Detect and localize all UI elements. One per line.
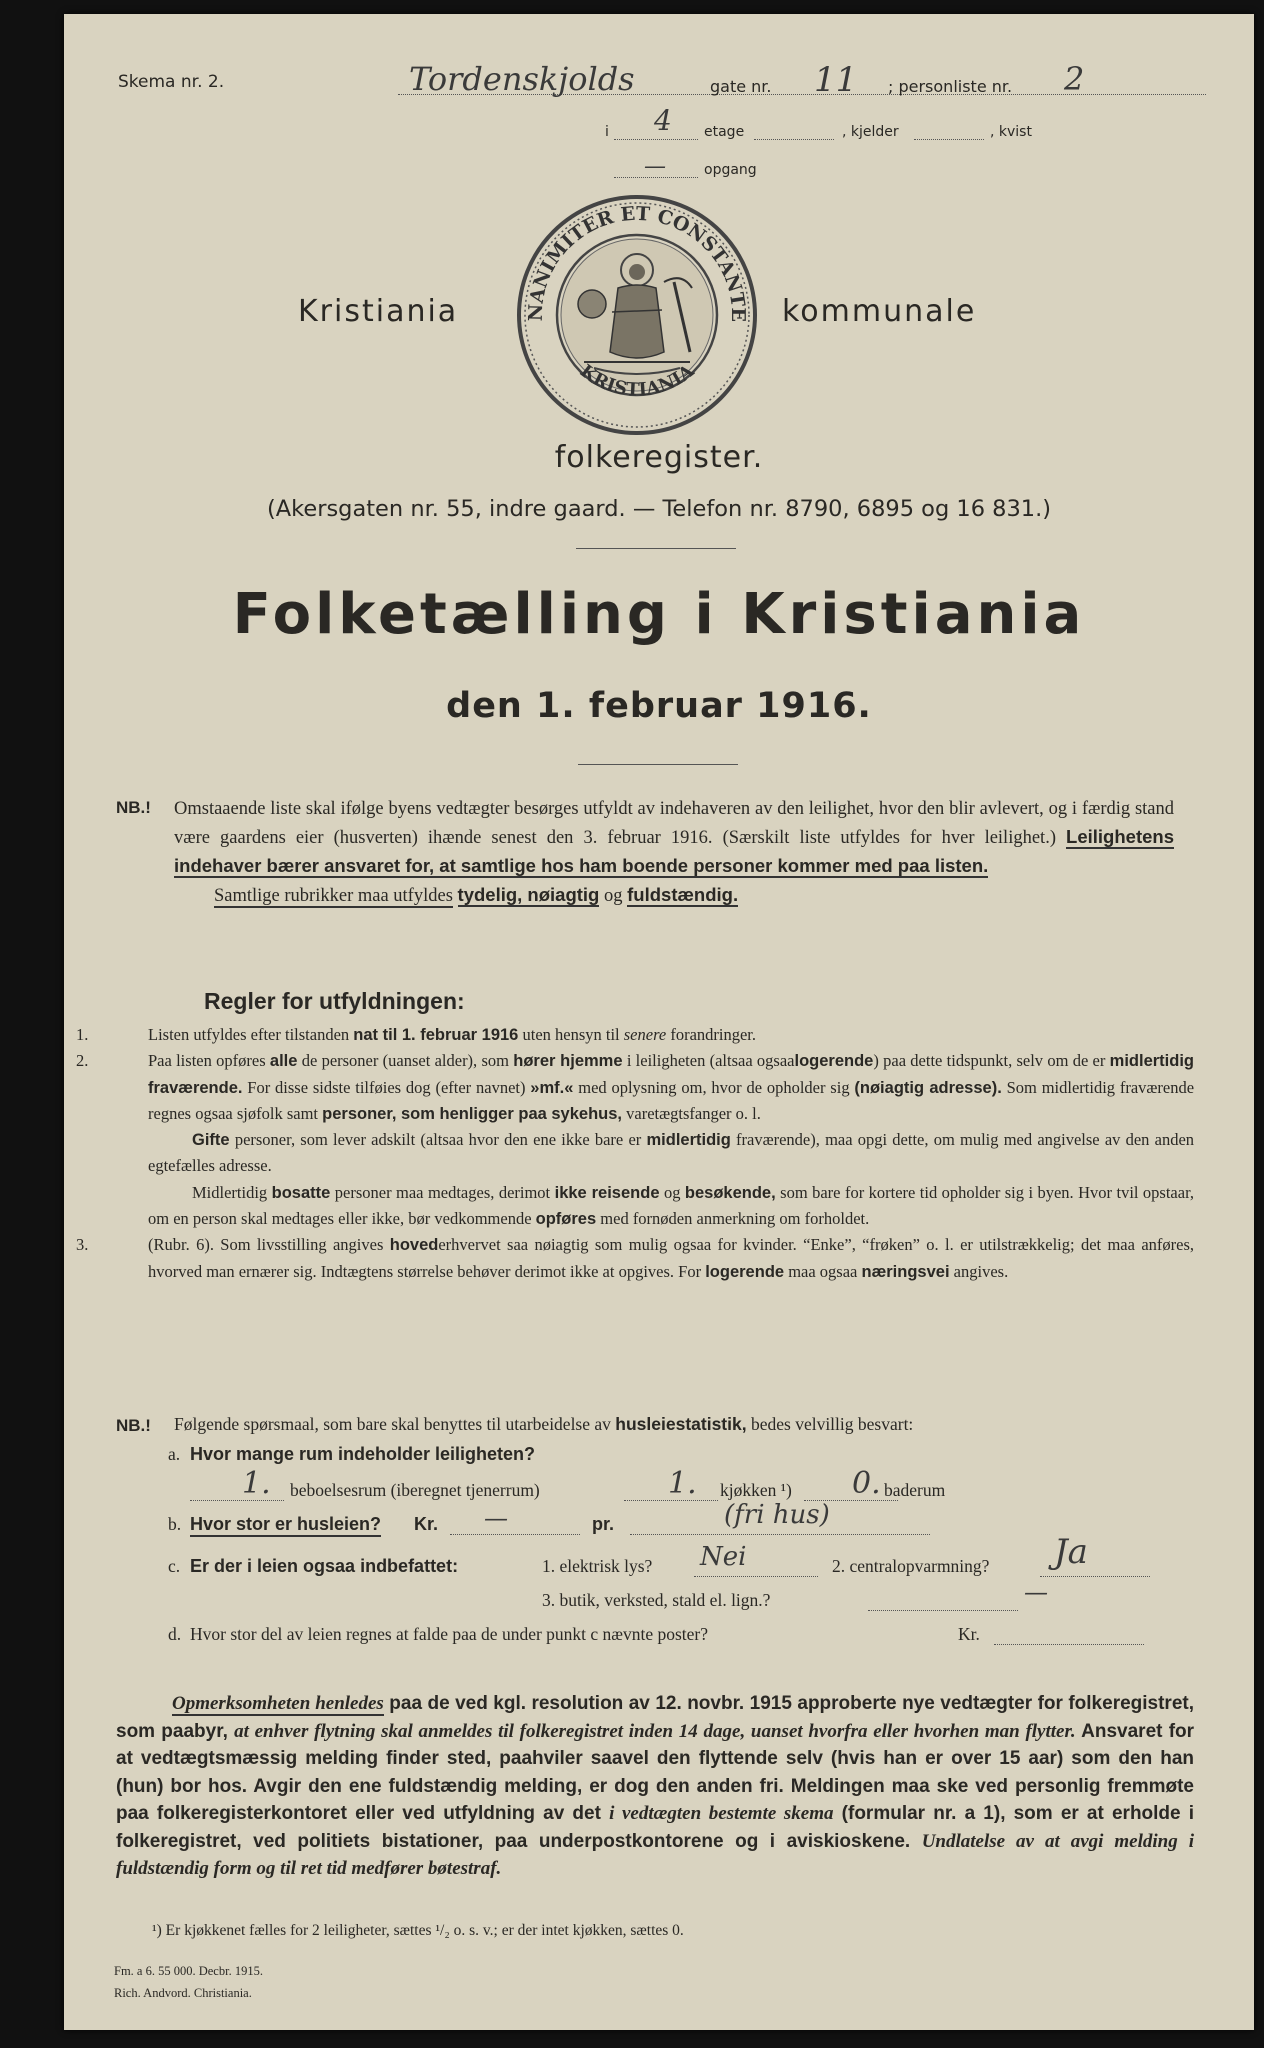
shop-workshop-label: 3. butik, verksted, stald el. lign.? bbox=[542, 1590, 771, 1610]
rule-2-temporary: Midlertidig bosatte personer maa medtages, derimot ikke reisende og besøkende, som bare for kortere tid opholder sig i byen. Hvor tvil opstaar, om en person skal medtages eller ikke, bør vedkommende opføres med fornøden anmerkning om forholdet. bbox=[148, 1182, 1195, 1229]
gate-label: gate nr. bbox=[710, 77, 772, 96]
central-heating-handwritten: Ja bbox=[1054, 1532, 1088, 1572]
census-date: den 1. februar 1916. bbox=[446, 686, 872, 726]
rooms-handwritten: 1. bbox=[242, 1466, 271, 1501]
office-left: Kristiania bbox=[298, 294, 459, 329]
street-handwritten: Tordenskjolds bbox=[409, 60, 635, 98]
opgang-handwritten: — bbox=[644, 154, 666, 179]
seal-bottom-text: KRISTIANIA bbox=[575, 360, 699, 401]
nb2-intro: Følgende spørsmaal, som bare skal benyttes til utarbeidelse av husleiestatistik, bedes velvillig besvart: bbox=[174, 1414, 914, 1434]
office-address: (Akersgaten nr. 55, indre gaard. — Telefon nr. 8790, 6895 og 16 831.) bbox=[266, 496, 1052, 522]
electric-light-handwritten: Nei bbox=[700, 1542, 747, 1572]
office-right: kommunale bbox=[782, 294, 977, 329]
nb-instructions bbox=[174, 796, 1174, 910]
gate-number-handwritten: 11 bbox=[814, 60, 858, 100]
rooms-label: beboelsesrum (iberegnet tjenerrum) bbox=[290, 1480, 540, 1500]
kvist-label: , kvist bbox=[990, 124, 1032, 140]
rent-period-handwritten: (fri hus) bbox=[724, 1500, 830, 1530]
personliste-handwritten: 2 bbox=[1064, 60, 1085, 98]
central-heating-label: 2. centralopvarmning? bbox=[832, 1556, 990, 1576]
rule-2: 2. Paa listen opføres alle de personer (uanset alder), som hører hjemme i leiligheten (altsaa ogsaalogerende) paa dette tidspunkt, selv om de er midlertidig fraværende. For disse sidste tilføies dog (efter navnet) »mf.« med oplysning om, hvor de opholder sig (nøiagtig adresse). Som midlertidig fraværende regnes ogsaa sjøfolk samt personer, som henligger paa sykehus, varetægtsfanger o. l. bbox=[76, 1051, 1195, 1123]
rule-2-married: Gifte personer, som lever adskilt (altsaa hvor den ene ikke bare er midlertidig fraværende), maa opgi dette, om mulig med angivelse av den anden egtefælles adresse. bbox=[148, 1130, 1195, 1176]
nb-fields-emphasis: tydelig, nøiagtig bbox=[457, 884, 600, 905]
seal-top-text: NANIMITER ET CONSTANTE bbox=[524, 202, 750, 323]
page-title: Folketælling i Kristiania bbox=[232, 582, 1086, 647]
nb2-label: NB.! bbox=[116, 1416, 151, 1435]
question-c: Er der i leien ogsaa indbefattet: bbox=[190, 1556, 459, 1576]
kristiania-seal bbox=[514, 192, 760, 438]
bath-label: baderum bbox=[884, 1480, 946, 1500]
rent-per-label: pr. bbox=[592, 1514, 615, 1534]
opgang-label: opgang bbox=[704, 162, 757, 178]
nb-text: Omstaaende liste skal ifølge byens vedtægter besørges utfyldt av indehaveren av den leilighet, hvor den blir avlevert, og i færdig stand være gaardens eier (husverten) ihænde senest den 3. februar 1916. (Særskilt liste utfyldes for hver leilighet.) bbox=[174, 799, 1174, 848]
kitchen-label: kjøkken ¹) bbox=[720, 1480, 792, 1500]
census-form bbox=[64, 14, 1254, 2030]
question-d: Hvor stor del av leien regnes at falde paa de under punkt c nævnte poster? bbox=[190, 1624, 709, 1644]
rent-amount-handwritten: — bbox=[484, 1504, 508, 1532]
personliste-label: ; personliste nr. bbox=[888, 77, 1013, 96]
kvist-field-line bbox=[914, 139, 984, 140]
shop-workshop-line bbox=[868, 1610, 1018, 1611]
etage-label: etage bbox=[704, 124, 745, 140]
rules-list bbox=[76, 1022, 1195, 1285]
rule-1: 1. Listen utfyldes efter tilstanden nat til 1. februar 1916 uten hensyn til senere forandringer. bbox=[76, 1025, 757, 1044]
question-a: Hvor mange rum indeholder leiligheten? bbox=[190, 1444, 536, 1464]
rent-kr-label: Kr. bbox=[414, 1514, 439, 1534]
imprint-line-2: Rich. Andvord. Christiania. bbox=[114, 1986, 252, 2000]
office-name: folkeregister. bbox=[554, 440, 764, 475]
imprint-line-1: Fm. a 6. 55 000. Decbr. 1915. bbox=[114, 1964, 263, 1978]
etage-handwritten: 4 bbox=[654, 104, 672, 137]
kjelder-label: , kjelder bbox=[842, 124, 899, 140]
electric-light-line bbox=[694, 1576, 818, 1577]
nb-label: NB.! bbox=[116, 798, 151, 817]
shop-workshop-handwritten: — bbox=[1024, 1578, 1048, 1606]
etage-field-line bbox=[614, 139, 698, 140]
i-label: i bbox=[605, 124, 609, 140]
question-b-label: b. bbox=[168, 1514, 182, 1534]
rent-period-line bbox=[630, 1534, 930, 1535]
bath-handwritten: 0. bbox=[852, 1466, 881, 1501]
rules-heading: Regler for utfyldningen: bbox=[204, 988, 465, 1014]
question-b: Hvor stor er husleien? bbox=[190, 1514, 381, 1537]
nb-fields-og: og bbox=[604, 886, 623, 906]
rule-3: 3. (Rubr. 6). Som livsstilling angives hovederhvervet saa nøiagtig som mulig ogsaa for kvinder. “Enke”, “frøken” o. l. er utilstrækkelig; det maa anføres, hvorved man ernærer sig. Indtægtens størrelse behøver derimot ikke at opgives. For logerende maa ogsaa næringsvei angives. bbox=[76, 1235, 1195, 1281]
nb-fields-text: Samtlige rubrikker maa utfyldes bbox=[214, 886, 453, 906]
kjelder-field-line bbox=[754, 139, 834, 140]
question-a-label: a. bbox=[168, 1444, 181, 1464]
divider bbox=[578, 764, 738, 765]
electric-light-label: 1. elektrisk lys? bbox=[542, 1556, 653, 1576]
footnote: ¹) Er kjøkkenet fælles for 2 leiligheter, sættes ¹/₂ o. s. v.; er der intet kjøkken, sættes 0. bbox=[152, 1922, 684, 1939]
nb-fields-emphasis: fuldstændig. bbox=[627, 884, 739, 905]
nb-responsibility: Leilighetens indehaver bærer ansvaret for, at samtlige hos ham boende personer kommer med paa listen. bbox=[174, 826, 1174, 876]
rent-amount-line bbox=[450, 1534, 580, 1535]
question-d-kr: Kr. bbox=[958, 1624, 980, 1644]
skema-label: Skema nr. 2. bbox=[118, 72, 225, 92]
question-c-label: c. bbox=[168, 1556, 181, 1576]
divider bbox=[576, 548, 736, 549]
question-d-line bbox=[994, 1644, 1144, 1645]
central-heating-line bbox=[1040, 1576, 1150, 1577]
kitchen-handwritten: 1. bbox=[668, 1466, 697, 1501]
question-d-label: d. bbox=[168, 1624, 182, 1644]
moving-notice: Opmerksomheten henledes paa de ved kgl. resolution av 12. novbr. 1915 approberte nye vedtægter for folkeregistret, som paabyr, at enhver flytning skal anmeldes til folkeregistret inden 14 dage, uanset hvorfra eller hvorhen man flytter. Ansvaret for at vedtægtsmæssig melding finder sted, paahviler saavel den flyttende selv (hvis han er over 15 aar) som den han (hun) bor hos. Avgir den ene fuldstændig melding, er dog den anden fri. Meldingen maa ske ved personlig fremmøte paa folkeregisterkontoret eller ved utfyldning av det i vedtægten bestemte skema (formular nr. a 1), som er at erholde i folkeregistret, ved politiets bistationer, paa underpostkontorene og i aviskioskene. Undlatelse av at avgi melding i fuldstændig form og til ret tid medfører bøtestraf. bbox=[116, 1693, 1195, 1879]
